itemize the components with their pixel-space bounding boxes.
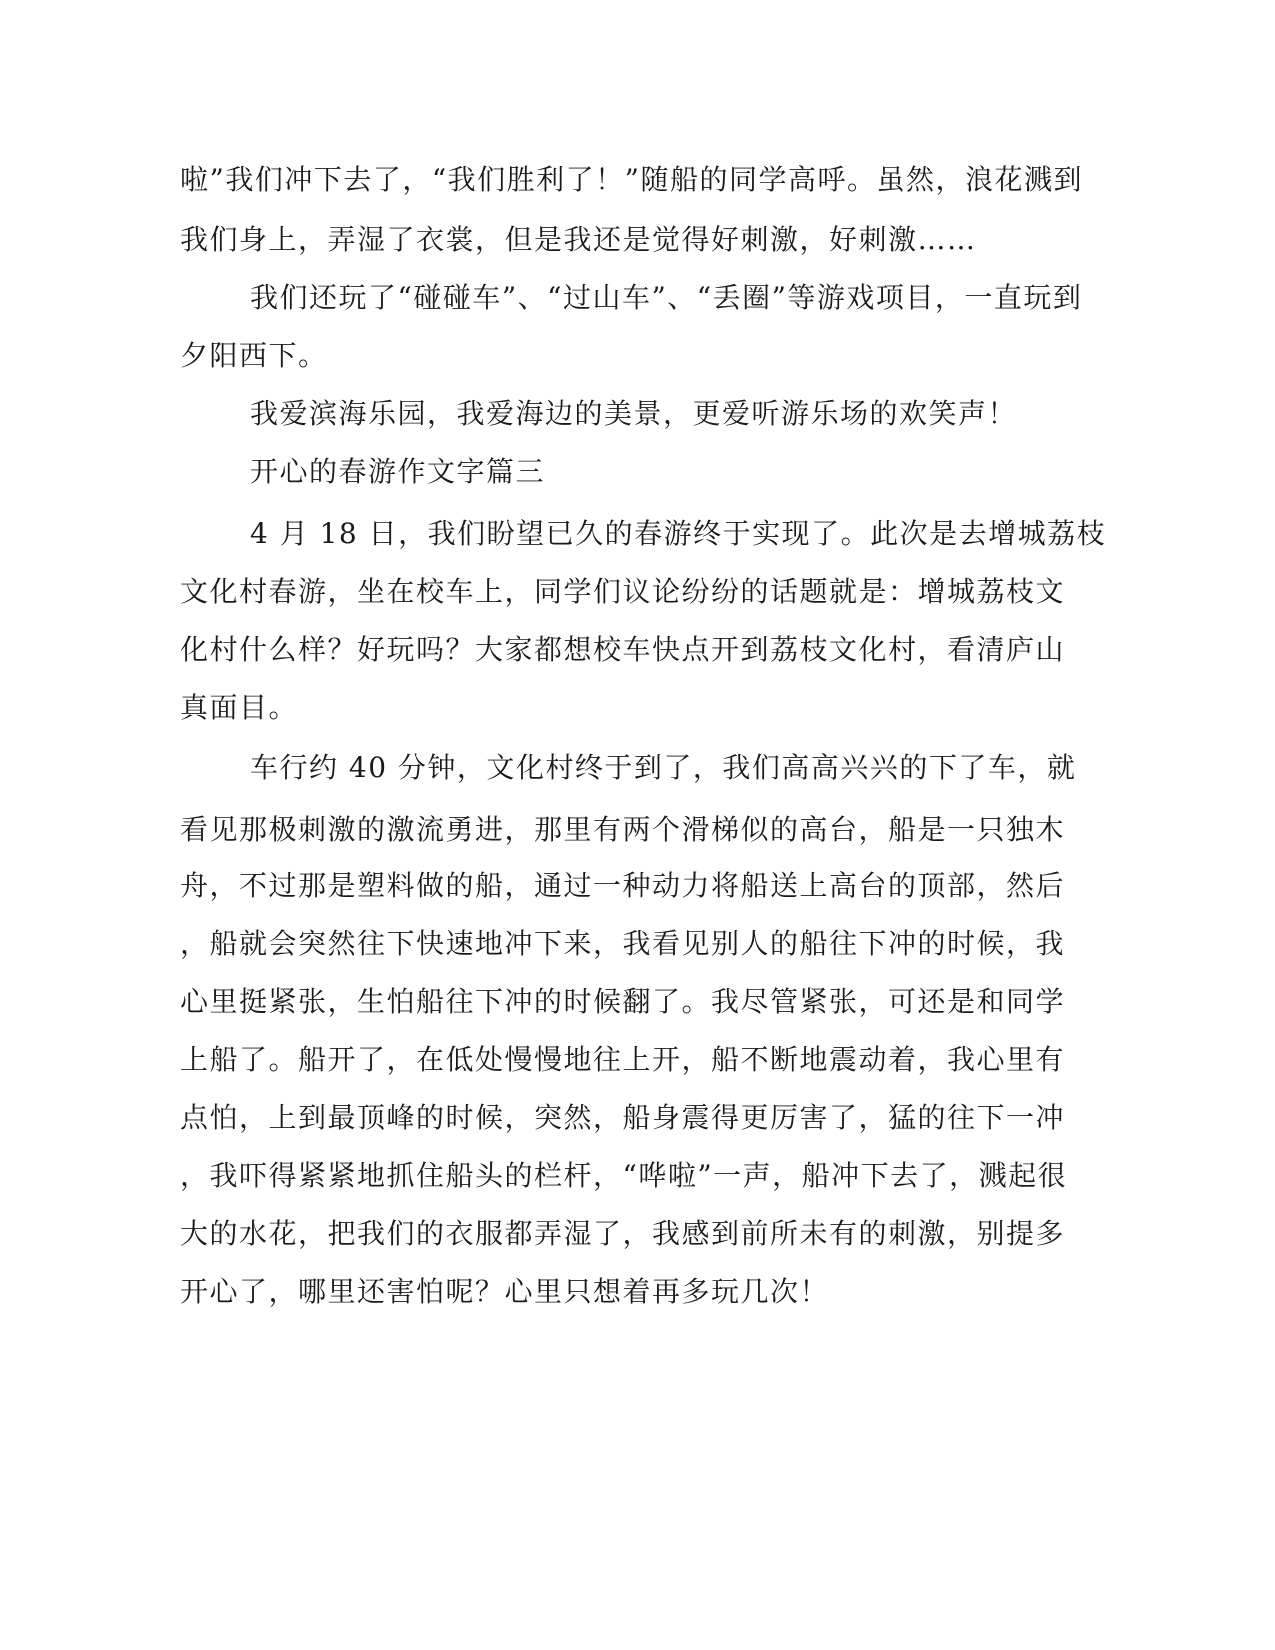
text-line: 啦”我们冲下去了，“我们胜利了！”随船的同学高呼。虽然，浪花溅到 <box>180 163 1083 196</box>
paragraph-first-line: 我爱滨海乐园，我爱海边的美景，更爱听游乐场的欢笑声！ <box>250 397 1018 430</box>
paragraph-first-line: 车行约 40 分钟，文化村终于到了，我们高高兴兴的下了车，就 <box>250 751 1077 784</box>
text-line: 文化村春游，坐在校车上，同学们议论纷纷的话题就是：增城荔枝文 <box>180 575 1066 608</box>
section-heading: 开心的春游作文字篇三 <box>250 455 546 488</box>
text-line: 舟，不过那是塑料做的船，通过一种动力将船送上高台的顶部，然后 <box>180 869 1066 902</box>
text-line: 真面目。 <box>180 691 299 724</box>
text-line: 看见那极刺激的激流勇进，那里有两个滑梯似的高台，船是一只独木 <box>180 813 1066 846</box>
text-line: 化村什么样？好玩吗？大家都想校车快点开到荔枝文化村，看清庐山 <box>180 633 1066 666</box>
paragraph-first-line: 我们还玩了“碰碰车”、“过山车”、“丢圈”等游戏项目，一直玩到 <box>250 281 1083 314</box>
text-line: 大的水花，把我们的衣服都弄湿了，我感到前所未有的刺激，别提多 <box>180 1217 1066 1250</box>
text-line: ，船就会突然往下快速地冲下来，我看见别人的船往下冲的时候，我 <box>180 927 1066 960</box>
text-line: 点怕，上到最顶峰的时候，突然，船身震得更厉害了，猛的往下一冲 <box>180 1101 1066 1134</box>
paragraph-first-line: 4 月 18 日，我们盼望已久的春游终于实现了。此次是去增城荔枝 <box>250 517 1107 550</box>
text-line: 开心了，哪里还害怕呢？心里只想着再多玩几次！ <box>180 1275 830 1308</box>
text-line: ，我吓得紧紧地抓住船头的栏杆，“哗啦”一声，船冲下去了，溅起很 <box>180 1159 1068 1192</box>
text-line: 我们身上，弄湿了衣裳，但是我还是觉得好刺激，好刺激…… <box>180 223 977 256</box>
text-line: 夕阳西下。 <box>180 339 328 372</box>
text-line: 上船了。船开了，在低处慢慢地往上开，船不断地震动着，我心里有 <box>180 1043 1066 1076</box>
text-line: 心里挺紧张，生怕船往下冲的时候翻了。我尽管紧张，可还是和同学 <box>180 985 1066 1018</box>
